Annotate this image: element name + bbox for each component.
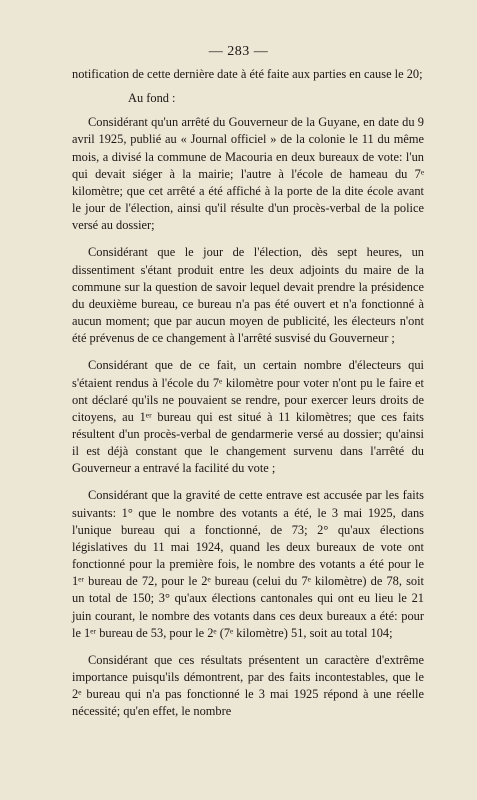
- paragraph-continuation: notification de cette dernière date à été faite aux parties en cause le 20;: [72, 67, 423, 81]
- paragraph: Considérant que la gravité de cette entrave est accusée par les faits suivants: 1° que le nombre des votants a été, le 3 mai 1925, dans l'unique bureau qui a fonctionné, de 73; 2° qu'aux élections législatives du 11 mai 1924, quand les deux bureaux de vote ont fonctionné pour la première fois, le nombre des votants a été pour le 1ᵉʳ bureau de 72, pour le 2ᵉ bureau (celui du 7ᵉ kilomètre) de 78, soit un total de 150; 3° qu'aux élections cantonales qui ont eu lieu le 21 juin courant, le nombre des votants dans ces deux bureaux a été: pour le 1ᵉʳ bureau de 53, pour le 2ᵉ (7ᵉ kilomètre) 51, soit au total 104;: [72, 488, 424, 640]
- paragraph: Considérant que le jour de l'élection, dès sept heures, un dissentiment s'étant produit entre les deux adjoints du maire de la commune sur la question de savoir lequel devait prendre la présidence du deuxième bureau, ce bureau n'a pas été ouvert et n'a fonctionné à aucun moment; que par aucun moyen de publicité, les électeurs n'ont été prévenus de ce changement à l'arrêté susvisé du Gouverneur ;: [72, 245, 424, 346]
- paragraph: Considérant que ces résultats présentent un caractère d'extrême importance puisqu'ils démontrent, par des faits incontestables, que le 2ᵉ bureau qui n'a pas fonctionné le 3 mai 1925 répond à une réelle nécessité; qu'en effet, le nombre: [72, 652, 424, 719]
- page-number: — 283 —: [208, 44, 269, 59]
- body-text: [72, 66, 424, 730]
- paragraph: Considérant qu'un arrêté du Gouverneur de la Guyane, en date du 9 avril 1925, publié au « Journal officiel » de la colonie le 11 du même mois, a divisé la commune de Macouria en deux bureaux de vote: l'un qui devait siéger à la mairie; l'autre à l'école de hameau du 7ᵉ kilomètre; que cet arrêté a été affiché à la porte de la dite école avant le jour de l'élection, ainsi qu'il résulte d'un procès-verbal de la police versé au dossier;: [72, 115, 424, 233]
- paragraph: Considérant que de ce fait, un certain nombre d'électeurs qui s'étaient rendus à l'école du 7ᵉ kilomètre pour voter n'ont pu le faire et ont déclaré qu'ils ne pouvaient se rendre, pour exercer leurs droits de citoyens, au 1ᵉʳ bureau qui est situé à 11 kilomètres; que ces faits résultent d'un procès-verbal de gendarmerie versé au dossier; qu'ainsi il est déjà constant que le changement survenu dans l'arrêté du Gouverneur a entravé la facilité du vote ;: [72, 358, 424, 476]
- section-heading: Au fond :: [128, 91, 176, 106]
